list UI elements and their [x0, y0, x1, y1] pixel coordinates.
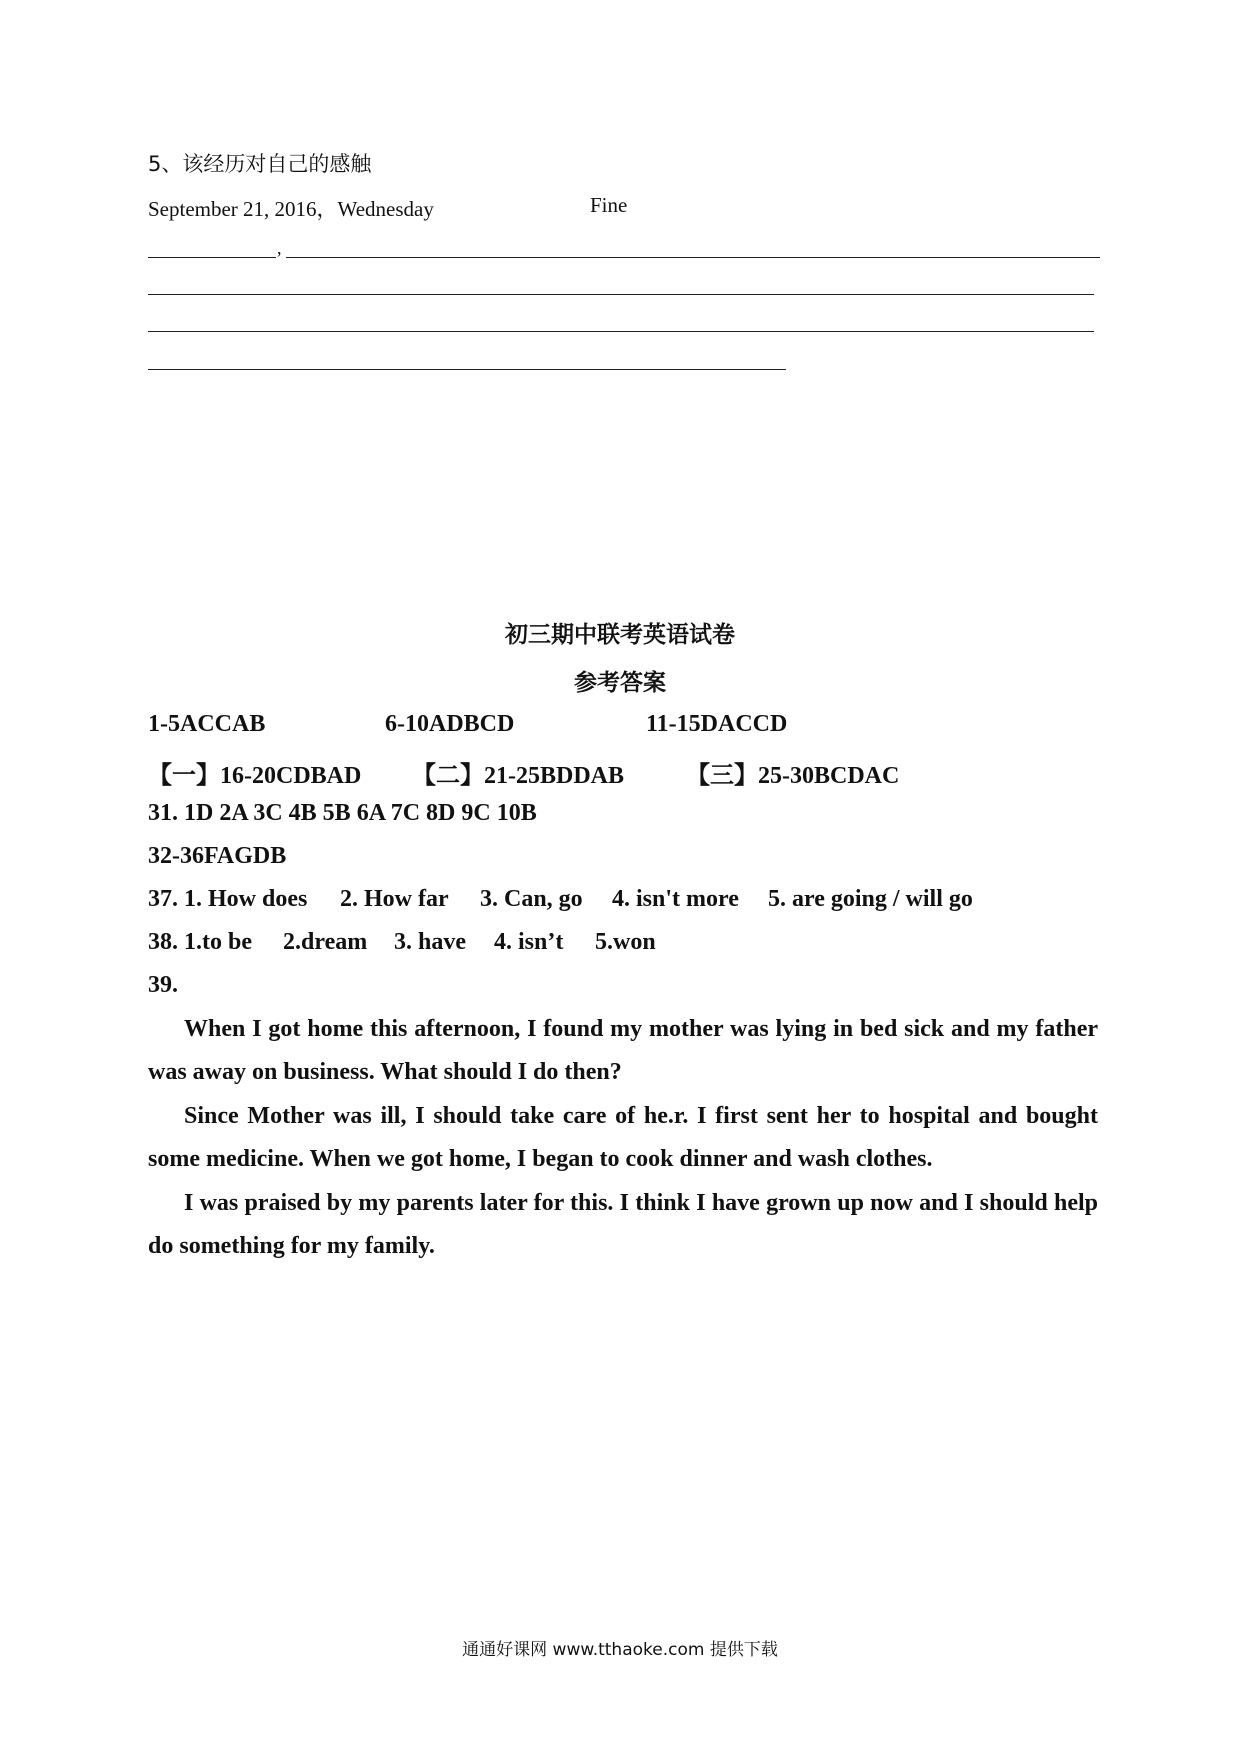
answer-31: 31. 1D 2A 3C 4B 5B 6A 7C 8D 9C 10B: [148, 800, 537, 826]
answer-38-3: 3. have: [394, 929, 466, 955]
writing-line-2: [148, 294, 1094, 295]
answer-32-36: 32-36FAGDB: [148, 843, 287, 869]
answer-37-1: 37. 1. How does: [148, 886, 308, 912]
writing-line-4: [148, 369, 786, 370]
answer-11-15: 11-15DACCD: [646, 711, 788, 737]
answer-25-30: 【三】25-30BCDAC: [686, 763, 900, 789]
essay-paragraph-1: When I got home this afternoon, I found my mother was lying in bed sick and my father was away on business. What should I do then?: [148, 1016, 1098, 1085]
answer-1-5: 1-5ACCAB: [148, 711, 266, 737]
answer-38-2: 2.dream: [283, 929, 368, 955]
page-subtitle: 参考答案: [574, 670, 666, 696]
answer-6-10: 6-10ADBCD: [385, 711, 515, 737]
essay-paragraph-2: Since Mother was ill, I should take care of he.r. I first sent her to hospital and bought some medicine. When we got home, I began to cook dinner and wash clothes.: [148, 1103, 1098, 1172]
answer-37-3: 3. Can, go: [480, 886, 583, 912]
answer-37-5: 5. are going / will go: [768, 886, 973, 912]
footer-source: 通通好课网 www.tthaoke.com 提供下载: [462, 1640, 778, 1660]
prompt-item: 5、该经历对自己的感触: [148, 152, 372, 176]
diary-weather: Fine: [590, 193, 628, 217]
answer-38-5: 5.won: [595, 929, 656, 955]
writing-line-3: [148, 331, 1094, 332]
diary-date: September 21, 2016，Wednesday: [148, 197, 434, 221]
essay-paragraph-3: I was praised by my parents later for this. I think I have grown up now and I should help do something for my family.: [148, 1190, 1098, 1259]
writing-line-short: [148, 257, 276, 258]
answer-37-4: 4. isn't more: [612, 886, 739, 912]
answer-37-2: 2. How far: [340, 886, 449, 912]
answer-38-1: 38. 1.to be: [148, 929, 252, 955]
comma-mark: ,: [277, 238, 282, 258]
answer-21-25: 【二】21-25BDDAB: [412, 763, 625, 789]
answer-16-20: 【一】16-20CDBAD: [148, 763, 362, 789]
answer-38-4: 4. isn’t: [494, 929, 564, 955]
writing-line-1: [286, 257, 1100, 258]
answer-39-label: 39.: [148, 972, 178, 998]
page-title: 初三期中联考英语试卷: [505, 622, 735, 648]
